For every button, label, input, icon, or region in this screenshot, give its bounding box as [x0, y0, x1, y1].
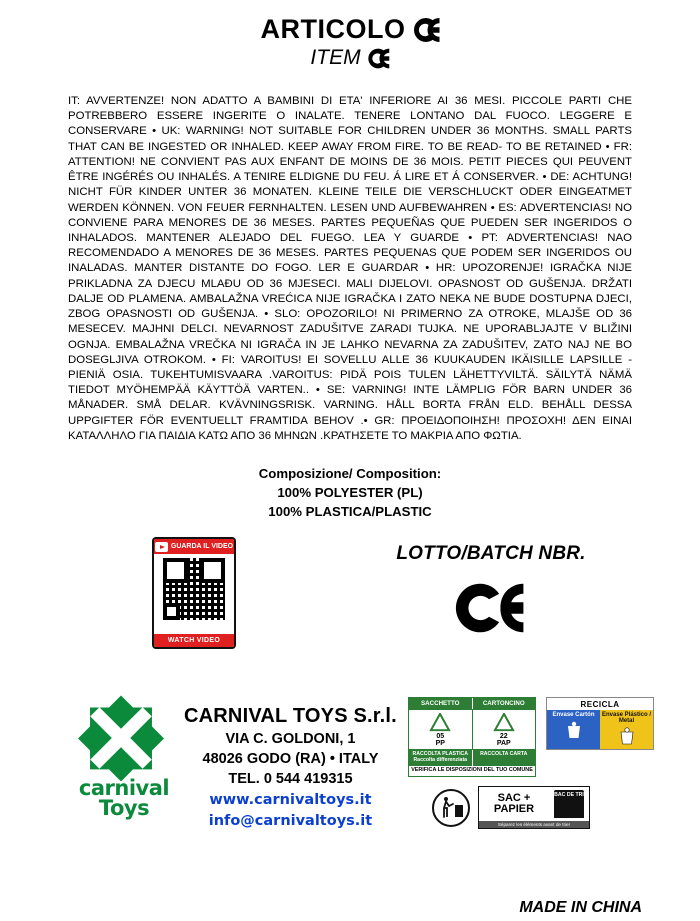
composition-label: Composizione/ Composition: [258, 466, 442, 482]
video-badge-bottom-label: WATCH VIDEO [154, 634, 234, 647]
packaging-code-plastic: 05 [436, 733, 445, 741]
article-title-row [0, 14, 700, 45]
packaging-head-left: SACCHETTO [409, 698, 473, 709]
lotto-block [366, 543, 616, 640]
video-badge-top [154, 539, 234, 554]
clover-logo-icon [78, 695, 164, 781]
company-phone: TEL. 0 544 419315 [228, 771, 353, 788]
warnings-text: IT: AVVERTENZE! NON ADATTO A BAMBINI DI ETA' INFERIORE AI 36 MESI. PICCOLE PARTI CHE POTREBBERO ESSERE INGERITE O INALATE. TENERE LONTANO DAL FUOCO. LEGGERE E CONSERVARE • UK: WARNING! NOT SUITABLE FOR CHILDREN UNDER 36 MONTHS. SMALL PARTS THAT CAN BE INGESTED OR INHALED. KEEP AWAY FROM FIRE. TO BE READ- TO BE RETAINED • FR: ATTENTION! NE CONVIENT PAS AUX ENFANT DE MOINS DE 36 MOIS. PETIT PIECES QUI PEUVENT ÊTRE INGÉRÉS OU INHALÉS. A TENIRE ELDIGNE DU FEU. Á LIRE ET Á CONSERVER. • DE: ACHTUNG! NICHT FÜR KINDER UNTER 36 MONATEN. KLEINE TEILE DIE VERSCHLUCKT ODER EINGEATMET WERDEN KÖNNEN. VON FEUER FERNHALTEN. LESEN UND AUFBEWAHREN • ES: ADVERTENCIAS! NO CONVIENE PARA MENORES DE 36 MESES. PARTES PEQUEÑAS QUE PUEDEN SER INGERIDOS O INHALADOS. MANTENER ALEJADO DEL FUEGO. LEA Y GUARDE • PT: ADVERTENCIAS! NAO RECOMENDADO A MENORES DE 36 MESES. PARTES PEQUENAS QUE PODEM SER INGERIDOS OU INALADAS. MANTER DISTANTE DO FOGO. LER E GUARDAR • HR: UPOZORENJE! IGRAČKA NIJE PRIKLADNA ZA DJECU MLAĐU OD 36 MJESECI. MALI DIJELOVI. OPASNOST OD GUŠENJA. DRŽATI DALJE OD PLAMENA. AMBALAŽNA VREĆICA NIJE IGRAČKA I ZATO NEKA NE BUDE DOSTUPNA DJECI, ZBOG OPASNOSTI OD GUŠENJA. • SLO: OPOZORILO! NI PRIMERNO ZA OTROKE, MLAJŠE OD 36 MESECEV. MAJHNI DELCI. NEVARNOST ZADUŠITVE ZARADI TUJKA. NE UPORABLJAJTE V BLIŽINI OGNJA. EMBALAŽNA VREČKA NI IGRAČA IN JE LAHKO NEVARNA ZA ZADUŠITEV, ZATO NAJ NE BO DOSEGLJIVA OTROKOM. • FI: VAROITUS! EI SOVELLU ALLE 36 KUUKAUDEN IKÄISILLE LAPSILLE - PIENIÄ OSIA. TUKEHTUMISVAARA .VAROITUS: PIDÄ POIS TULEN LÄHETTYVILTÄ. SÄILYTÄ NÄMÄ TIEDOT MYÖHEMPÄÄ KÄYTTÖÄ VARTEN.. • SE: VARNING! INTE LÄMPLIG FÖR BARN UNDER 36 MÅNADER. SMÅ DELAR. KVÄVNINGSRISK. VARNING. HÅLL BORTA FRÅN ELD. BEHÅLL DESSA UPPGIFTER FÖR EVENTUELLT FRAMTIDA BEHOV .• GR: ΠΡΟΕΙΔΟΠΟΙΗΣΗ! ΠΡΟΣΟΧΗ! ΔΕΝ ΕΙΝΑΙ ΚΑΤΑΛΛΗΛΟ ΓΙΑ ΠΑΙΔΙΑ ΚΑΤΩ ΑΠΟ 36 ΜΗΝΩΝ .ΚΡΑΤΗΣΕΤΕ ΤΟ ΜΑΚΡΙΑ ΑΠΟ ΦΩΤΙΑ. [68, 95, 632, 442]
recycle-triangle-icon [429, 713, 451, 732]
packaging-head-right: CARTONCINO [473, 698, 536, 709]
ce-mark-icon-small [368, 47, 390, 70]
ce-mark-icon [414, 16, 440, 44]
packaging-cell-plastic [409, 710, 473, 749]
company-address-line-1: VIA C. GOLDONI, 1 [225, 731, 356, 748]
watch-video-badge[interactable] [152, 537, 236, 649]
sac-papier-title: SAC + PAPIER [493, 791, 535, 816]
packaging-cell-paper [473, 710, 536, 749]
recycle-triangle-icon-2 [493, 713, 515, 732]
packaging-note: VERIFICA LE DISPOSIZIONI DEL TUO COMUNE [411, 767, 533, 774]
recycling-marks [408, 697, 654, 829]
bottom-band [0, 691, 700, 921]
recicla-cell-carton-label: Envase Cartón [552, 712, 595, 719]
packaging-code-paper: 22 [499, 733, 508, 741]
lotto-ce-mark-icon [366, 581, 616, 640]
company-address-line-2: 48026 GODO (RA) • ITALY [202, 751, 379, 768]
sac-papier-box [478, 786, 590, 829]
recycle-bin-icon-yellow [617, 726, 637, 746]
packaging-recycling-box [408, 697, 536, 777]
composition-line-1: 100% POLYESTER (PL) [277, 485, 423, 501]
recicla-cell-plastic-label: Envase Plástico / Metal [601, 712, 652, 725]
recicla-cell-carton [547, 710, 600, 749]
youtube-play-icon [155, 542, 168, 552]
recicla-box [546, 697, 654, 750]
brand-wordmark-line1: carnival [78, 776, 170, 801]
company-info [184, 703, 397, 830]
article-title-en: ITEM [310, 46, 361, 69]
throw-in-bin-icon [432, 789, 470, 827]
sac-papier-footer: Séparez les éléments avant de trier [479, 821, 589, 828]
document-header [0, 0, 700, 70]
composition-line-2: 100% PLASTICA/PLASTIC [268, 504, 432, 520]
packaging-material-paper: PAP [496, 740, 511, 748]
packaging-foot-left: RACCOLTA PLASTICA Raccolta differenziata [409, 750, 473, 766]
brand-logo-block [78, 691, 397, 841]
packaging-foot-right: RACCOLTA CARTA [473, 750, 536, 766]
made-in-label: MADE IN CHINA [519, 899, 642, 917]
lotto-title: LOTTO/BATCH NBR. [396, 543, 586, 565]
recycle-bin-icon-blue [564, 720, 584, 740]
sac-papier-bin-label: BAC DE TRI [554, 790, 584, 818]
qr-code-icon [163, 558, 225, 620]
article-title-it: ARTICOLO [260, 14, 406, 44]
video-badge-top-label: GUARDA IL VIDEO [170, 543, 234, 551]
brand-wordmark-line2: Toys [98, 796, 150, 821]
company-email[interactable]: info@carnivaltoys.it [208, 812, 373, 829]
recicla-cell-plastic [600, 710, 653, 749]
brand-wordmark [74, 776, 174, 821]
company-website[interactable]: www.carnivaltoys.it [209, 791, 372, 808]
item-title-row [0, 46, 700, 70]
company-name: CARNIVAL TOYS S.r.l. [184, 705, 397, 728]
recicla-title: RECICLA [580, 700, 620, 710]
middle-band [0, 537, 700, 687]
composition-block [0, 464, 700, 521]
packaging-material-plastic: PP [435, 740, 445, 748]
